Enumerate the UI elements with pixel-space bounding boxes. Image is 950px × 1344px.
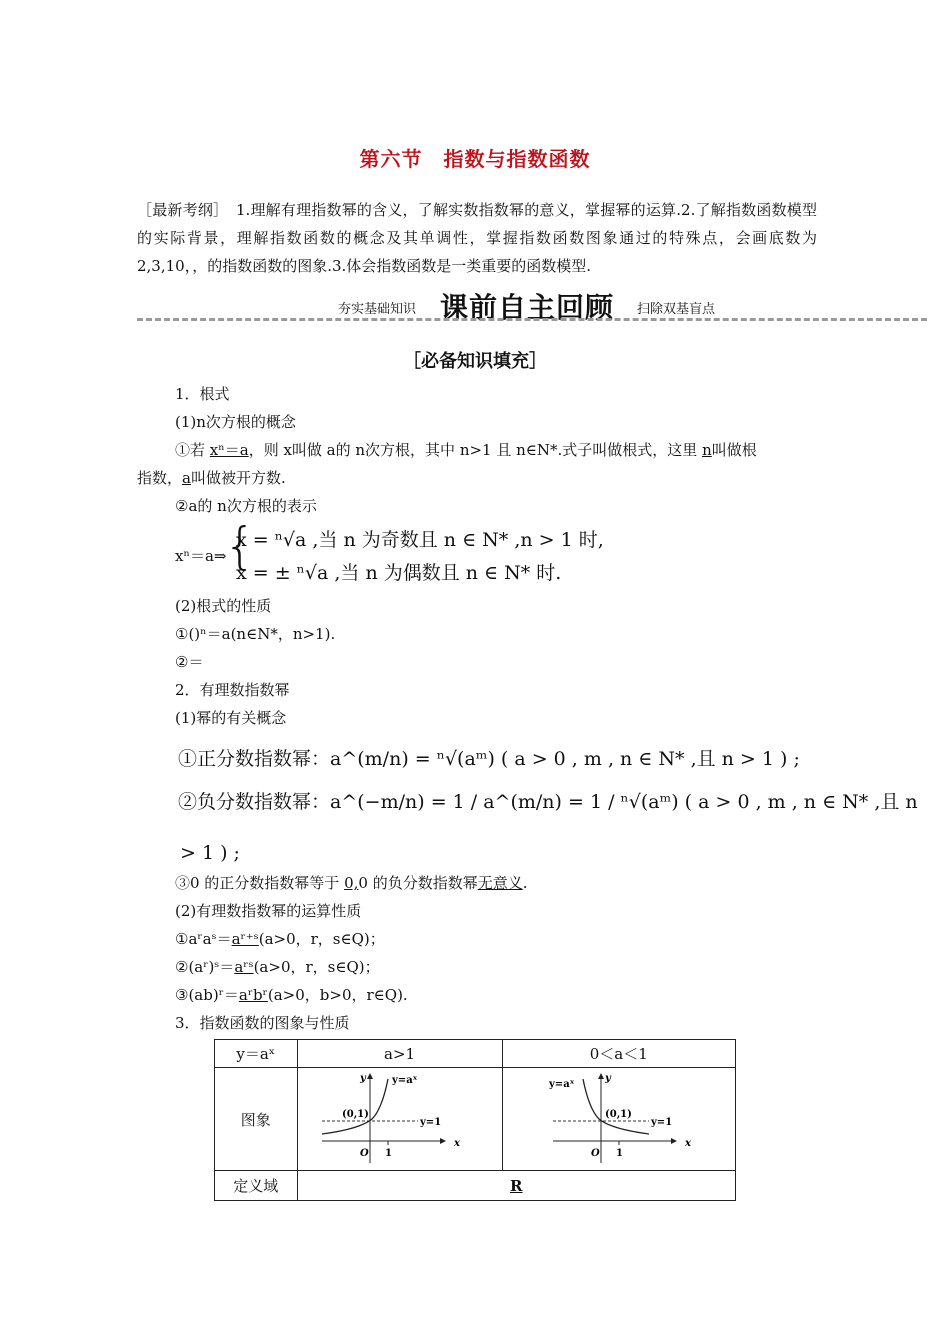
origin-label: O [590, 1148, 600, 1159]
table-label-domain: 定义域 [215, 1171, 298, 1201]
radical-property-1: ①()ⁿ＝a(n∈N*，n>1). [175, 625, 336, 643]
y-label: y [359, 1073, 366, 1084]
x-arrow-icon [671, 1138, 677, 1144]
table-domain-value [297, 1171, 735, 1201]
zero-power-statement: ③0 的正分数指数幂等于 0,0 的负分数指数幂无意义. [175, 874, 528, 892]
exp-function-table [214, 1039, 736, 1201]
heading-radicals: 1．根式 [175, 385, 230, 403]
table-header-func: y＝aˣ [215, 1040, 298, 1068]
curve-increasing [322, 1079, 388, 1134]
x-arrow-icon [440, 1138, 446, 1144]
point-label: (0,1) [341, 1109, 369, 1120]
power-rule-3: ③(ab)ʳ＝aʳbʳ(a>0，b>0，r∈Q). [175, 986, 408, 1004]
power-rule-1: ①aʳaˢ＝aʳ⁺ˢ(a>0，r，s∈Q)； [175, 930, 385, 948]
representation-lhs: xⁿ＝a⇒ [175, 547, 227, 565]
negative-fractional-power-cont: > 1 ) ; [180, 842, 240, 864]
heading-exp-function: 3．指数函数的图象与性质 [175, 1014, 350, 1032]
heading-rational-powers: 2．有理数指数幂 [175, 681, 290, 699]
radical-property-2: ②＝ [175, 653, 204, 671]
graph-decreasing [539, 1071, 699, 1167]
nth-root-representation: ②a的 n次方根的表示 [175, 497, 317, 515]
asymptote-label: y=1 [419, 1117, 441, 1128]
one-label: 1 [615, 1148, 623, 1159]
graph-cell-decreasing [502, 1068, 735, 1171]
brace-symbol: { [224, 517, 256, 575]
banner-right-text: 扫除双基盲点 [637, 302, 716, 317]
point-label: (0,1) [604, 1109, 632, 1120]
graph-increasing [320, 1071, 480, 1167]
origin-label: O [359, 1148, 369, 1159]
subheading-nth-root: (1)n次方根的概念 [175, 413, 296, 431]
nth-root-definition: ①若 xⁿ＝a，则 x叫做 a的 n次方根，其中 n>1 且 n∈N*.式子叫做根式，这里 n叫做根 [175, 441, 757, 459]
subheading-radical-properties: (2)根式的性质 [175, 597, 272, 615]
table-header-a-lt-1: 0＜a＜1 [502, 1040, 735, 1068]
subheading-power-rules: (2)有理数指数幂的运算性质 [175, 902, 362, 920]
x-label: x [453, 1138, 460, 1149]
y-arrow-icon [598, 1073, 604, 1079]
syllabus-paragraph: ［最新考纲］ 1.理解有理指数幂的含义，了解实数指数幂的意义，掌握幂的运算.2.了解指数函数模型的实际背景，理解指数函数的概念及其单调性，掌握指数函数图象通过的特殊点，会画底数为2,3,10，，的指数函数的图象.3.体会指数函数是一类重要的函数模型. [137, 201, 817, 275]
section-heading: ［必备知识填充］ [403, 351, 547, 372]
domain-value-text: R [510, 1176, 523, 1195]
table-header-a-gt-1: a>1 [297, 1040, 502, 1068]
nth-root-definition-cont: 指数，a叫做被开方数. [137, 469, 286, 487]
y-arrow-icon [367, 1073, 373, 1079]
power-rule-2: ②(aʳ)ˢ＝aʳˢ(a>0，r，s∈Q)； [175, 958, 380, 976]
graph-cell-increasing [297, 1068, 502, 1171]
curve-decreasing [583, 1079, 649, 1134]
case-even: x = ± ⁿ√a ,当 n 为偶数且 n ∈ N* 时. [236, 562, 562, 584]
subheading-power-concepts: (1)幂的有关概念 [175, 709, 287, 727]
x-label: x [684, 1138, 691, 1149]
asymptote-label: y=1 [650, 1117, 672, 1128]
banner-left-text: 夯实基础知识 [338, 302, 417, 317]
y-label: y [604, 1073, 611, 1084]
one-label: 1 [384, 1148, 392, 1159]
banner-divider [137, 318, 927, 321]
banner-main-title: 课前自主回顾 [440, 291, 615, 324]
case-odd: x = ⁿ√a ,当 n 为奇数且 n ∈ N* ,n > 1 时, [236, 529, 604, 551]
curve-label: y=aˣ [391, 1075, 417, 1086]
negative-fractional-power: ②负分数指数幂：a^(−m/n) = 1 / a^(m/n) = 1 / ⁿ√(aᵐ) ( a > 0 , m , n ∈ N* ,且 n [178, 791, 918, 813]
page-title: 第六节 指数与指数函数 [359, 147, 591, 171]
curve-label: y=aˣ [548, 1079, 575, 1090]
table-label-graph: 图象 [215, 1068, 298, 1171]
positive-fractional-power: ①正分数指数幂：a^(m/n) = ⁿ√(aᵐ) ( a > 0 , m , n ∈ N* ,且 n > 1 ) ; [178, 748, 800, 770]
